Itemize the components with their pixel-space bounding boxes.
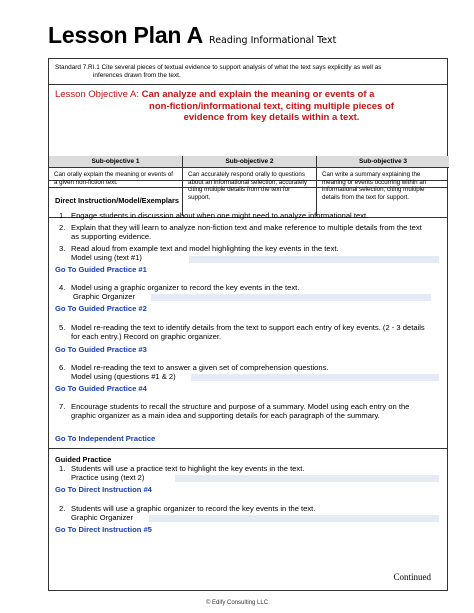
goto-guided-practice-3[interactable]: Go To Guided Practice #3 — [55, 345, 147, 354]
text-field-4[interactable] — [175, 475, 439, 482]
di-step-4-text: Model using a graphic organizer to record the key events in the text. — [71, 283, 300, 292]
page-header — [48, 22, 336, 49]
standard-line-2: inferences drawn from the text. — [93, 72, 181, 79]
di-step-7-num: 7. — [59, 402, 66, 411]
di-step-5-text: Model re-reading the text to identify details from the text to support each entry of key events. (2 - 3 details for each entry.) Record on graphic organizer. — [71, 323, 425, 341]
lesson-plan-table — [48, 58, 448, 591]
direct-instruction-section — [49, 187, 447, 449]
di-step-1 — [59, 211, 431, 221]
objective-label: Lesson Objective A: — [55, 89, 139, 100]
di-step-1-num: 1. — [59, 211, 66, 220]
goto-direct-instruction-5[interactable]: Go To Direct Instruction #5 — [55, 525, 152, 534]
goto-guided-practice-1[interactable]: Go To Guided Practice #1 — [55, 265, 147, 274]
objective-line-3: evidence from key details within a text. — [183, 112, 360, 123]
objective-line-1: Can analyze and explain the meaning or events of a — [138, 89, 375, 100]
di-step-1-text: Engage students in discussion about when one might need to analyze informational text. — [71, 211, 369, 220]
text-field-5[interactable] — [149, 515, 439, 522]
di-step-6-extra: Model using (questions #1 & 2) — [71, 371, 176, 381]
page-subtitle: Reading Informational Text — [209, 35, 337, 46]
di-step-4-num: 4. — [59, 283, 66, 292]
subobjective-3-head: Sub-objective 3 — [317, 156, 449, 168]
gp-step-1-text: Students will use a practice text to highlight the key events in the text. — [71, 464, 305, 473]
goto-direct-instruction-4[interactable]: Go To Direct Instruction #4 — [55, 485, 152, 494]
di-step-6-text: Model re-reading the text to answer a given set of comprehension questions. — [71, 363, 329, 372]
standard-cell — [49, 59, 447, 85]
di-step-4-extra: Graphic Organizer — [73, 291, 136, 301]
subobjective-2-head: Sub-objective 2 — [183, 156, 316, 168]
di-step-7 — [59, 402, 431, 421]
gp-step-2-num: 2. — [59, 504, 66, 513]
di-step-5 — [59, 323, 431, 342]
objective-line-2: non-fiction/informational text, citing multiple pieces of — [149, 100, 394, 112]
gp-step-2-text: Students will use a graphic organizer to record the key events in the text. — [71, 504, 316, 513]
di-step-2-text: Explain that they will learn to analyze non-fiction text and make reference to multiple details from the text as supporting evidence. — [71, 223, 422, 241]
goto-guided-practice-2[interactable]: Go To Guided Practice #2 — [55, 304, 147, 313]
di-step-3-text: Read aloud from example text and model highlighting the key events in the text. — [71, 244, 339, 253]
direct-instruction-title: Direct Instruction/Model/Exemplars — [55, 196, 180, 205]
guided-practice-section — [49, 449, 447, 592]
goto-independent-practice[interactable]: Go To Independent Practice — [55, 434, 156, 443]
subobjective-3-body: Can write a summary explaining the meaning or events occurring within an informational selection, citing multiple details from the text for support. — [322, 171, 427, 201]
copyright-footer: © Edify Consulting LLC — [205, 600, 269, 606]
guided-practice-title: Guided Practice — [55, 455, 112, 464]
di-step-3-extra: Model using (text #1) — [71, 252, 142, 262]
di-step-2-num: 2. — [59, 223, 66, 232]
continued-label: Continued — [393, 572, 431, 582]
subobjective-2-body: Can accurately respond orally to questions about an informational selection, accurately citing multiple details from the text for support. — [188, 171, 308, 201]
page-title: Lesson Plan A — [48, 22, 204, 48]
subobjective-1-body: Can orally explain the meaning or events of a given non-fiction text. — [54, 171, 174, 186]
gp-step-1-num: 1. — [59, 464, 66, 473]
text-field-1[interactable] — [189, 256, 439, 263]
subobjective-1-head: Sub-objective 1 — [49, 156, 182, 168]
text-field-2[interactable] — [151, 294, 431, 301]
objective-text — [55, 89, 395, 124]
gp-step-2-extra: Graphic Organizer — [71, 512, 134, 522]
di-step-5-num: 5. — [59, 323, 66, 332]
di-step-7-text: Encourage students to recall the structure and purpose of a summary. Model using each entry on the graphic organizer as a main idea and supporting details for each paragraph of the summary. — [71, 402, 410, 420]
di-step-3-num: 3. — [59, 244, 66, 253]
di-step-2 — [59, 223, 431, 242]
text-field-3[interactable] — [191, 374, 439, 381]
goto-guided-practice-4[interactable]: Go To Guided Practice #4 — [55, 384, 147, 393]
gp-step-1-extra: Practice using (text 2) — [71, 472, 145, 482]
di-step-6-num: 6. — [59, 363, 66, 372]
standard-line-1: Standard 7.RI.1 Cite several pieces of textual evidence to support analysis of what the text says explicitly as well as — [55, 64, 382, 71]
